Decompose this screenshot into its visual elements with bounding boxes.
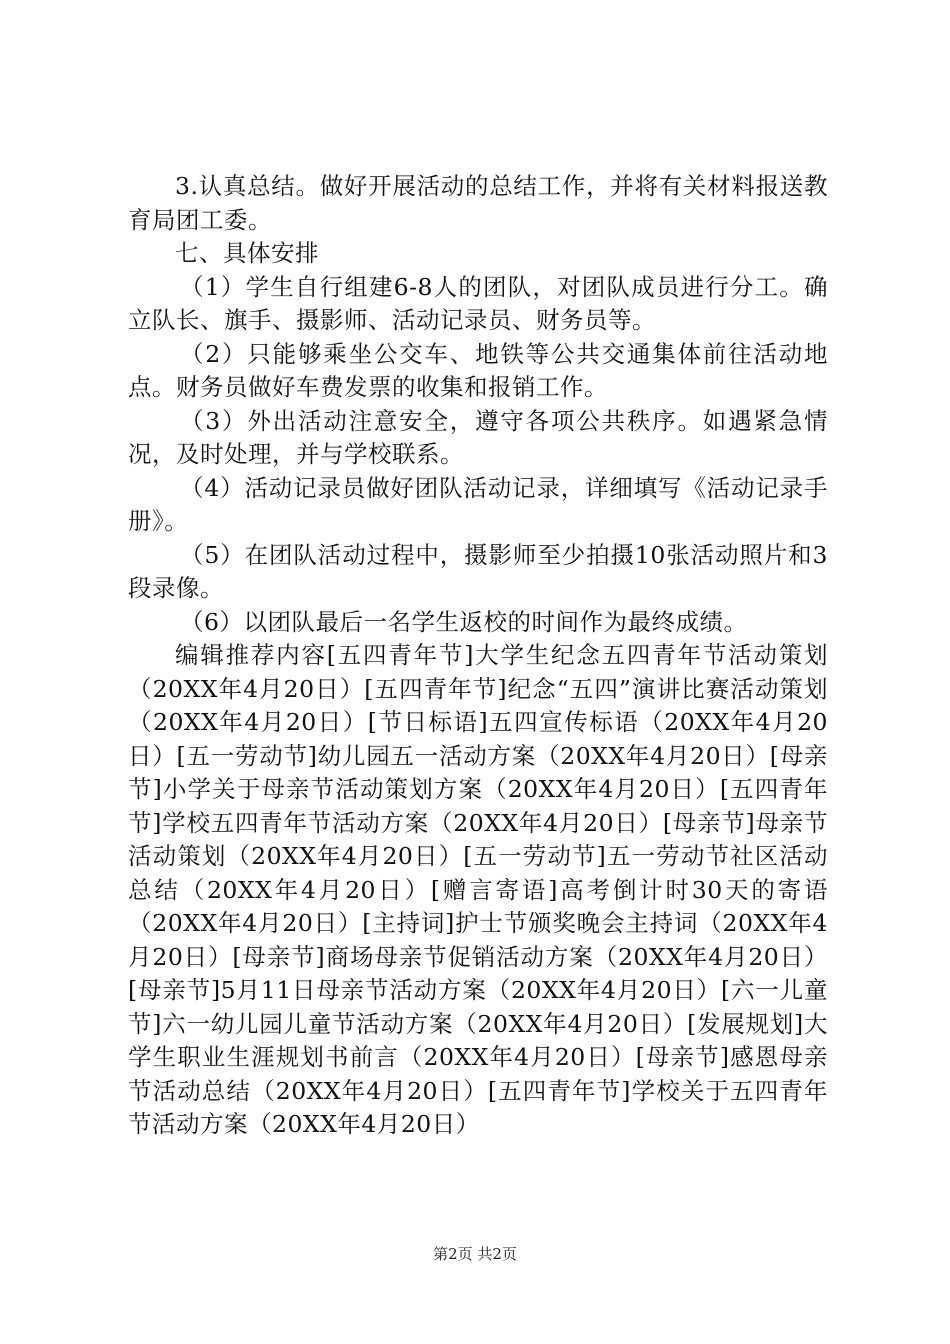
arrangement-item-2: （2）只能够乘坐公交车、地铁等公共交通集体前往活动地点。财务员做好车费发票的收集和报销工作。 (128, 339, 828, 401)
arrangement-item-3: （3）外出活动注意安全，遵守各项公共秩序。如遇紧急情况，及时处理，并与学校联系。 (128, 406, 828, 468)
paragraph-summary: 3.认真总结。做好开展活动的总结工作，并将有关材料报送教育局团工委。 (128, 172, 828, 234)
page-footer (0, 1244, 950, 1264)
page-number-label: 第2页 共2页 (433, 1245, 517, 1263)
arrangement-item-4: （4）活动记录员做好团队活动记录，详细填写《活动记录手册》。 (128, 473, 828, 535)
document-body (128, 170, 828, 1142)
section-heading-arrangement: 七、具体安排 (175, 239, 319, 267)
arrangement-item-6: （6）以团队最后一名学生返校的时间作为最终成绩。 (180, 607, 748, 636)
recommended-content-paragraph: 编辑推荐内容[五四青年节]大学生纪念五四青年节活动策划（20XX年4月20日）[五四青年节]纪念“五四”演讲比赛活动策划（20XX年4月20日）[节日标语]五四宣传标语（20XX年4月20日）[五一劳动节]幼儿园五一活动方案（20XX年4月20日）[母亲节]小学关于母亲节活动策划方案（20XX年4月20日）[五四青年节]学校五四青年节活动方案（20XX年4月20日）[母亲节]母亲节活动策划（20XX年4月20日）[五一劳动节]五一劳动节社区活动总结（20XX年4月20日）[赠言寄语]高考倒计时30天的寄语（20XX年4月20日）[主持词]护士节颁奖晚会主持词（20XX年4月20日）[母亲节]商场母亲节促销活动方案（20XX年4月20日）[母亲节]5月11日母亲节活动方案（20XX年4月20日）[六一儿童节]六一幼儿园儿童节活动方案（20XX年4月20日）[发展规划]大学生职业生涯规划书前言（20XX年4月20日）[母亲节]感恩母亲节活动总结（20XX年4月20日）[五四青年节]学校关于五四青年节活动方案（20XX年4月20日） (128, 641, 828, 1138)
arrangement-item-1: （1）学生自行组建6-8人的团队，对团队成员进行分工。确立队长、旗手、摄影师、活动记录员、财务员等。 (128, 272, 828, 334)
arrangement-item-5: （5）在团队活动过程中，摄影师至少拍摄10张活动照片和3段录像。 (128, 540, 828, 602)
